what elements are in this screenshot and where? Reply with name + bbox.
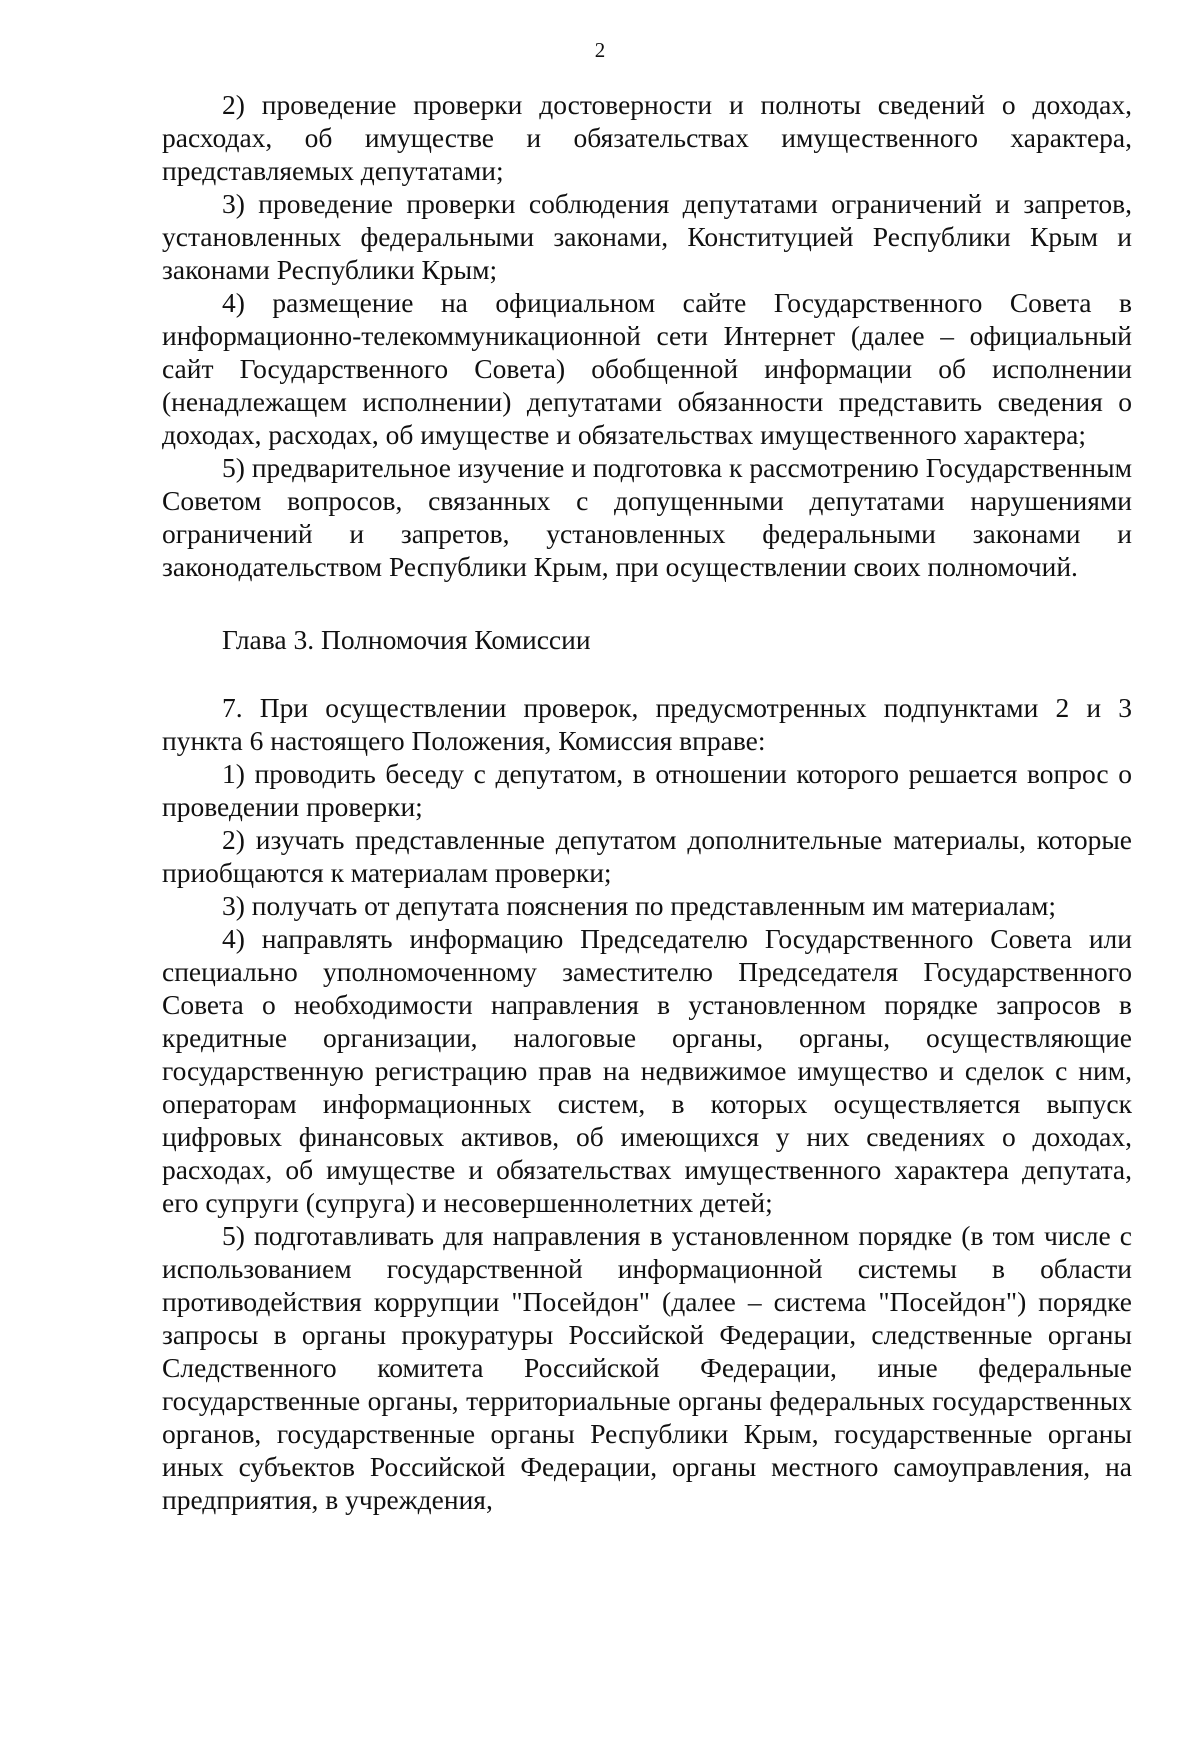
chapter3-item-2: 2) изучать представленные депутатом дополнительные материалы, которые приобщаются к материалам проверки; [162, 824, 1132, 888]
section1-item-4: 4) размещение на официальном сайте Государственного Совета в информационно-телекоммуникационной сети Интернет (далее – официальный сайт Государственного Совета) обобщенной информации об исполнении (ненадлежащем исполнении) депутатами обязанности представить сведения о доходах, расходах, об имуществе и обязательствах имущественного характера; [162, 287, 1132, 450]
section1-item-2: 2) проведение проверки достоверности и полноты сведений о доходах, расходах, об имуществе и обязательствах имущественного характера, представляемых депутатами; [162, 89, 1132, 186]
chapter-heading: Глава 3. Полномочия Комиссии [222, 624, 591, 655]
chapter3-item-5: 5) подготавливать для направления в установленном порядке (в том числе с использованием государственной информационной системы в области противодействия коррупции "Посейдон" (далее – система "Посейдон") порядке запросы в органы прокуратуры Российской Федерации, следственные органы Следственного комитета Российской Федерации, иные федеральные государственные органы, территориальные органы федеральных государственных органов, государственные органы Республики Крым, государственные органы иных субъектов Российской Федерации, органы местного самоуправления, на предприятия, в учреждения, [162, 1220, 1132, 1515]
chapter3-intro: 7. При осуществлении проверок, предусмотренных подпунктами 2 и 3 пункта 6 настоящего Положения, Комиссия вправе: [162, 692, 1132, 756]
chapter3-item-1: 1) проводить беседу с депутатом, в отношении которого решается вопрос о проведении проверки; [162, 758, 1132, 822]
document-body [162, 88, 1132, 1516]
section1-item-3: 3) проведение проверки соблюдения депутатами ограничений и запретов, установленных федеральными законами, Конституцией Республики Крым и законами Республики Крым; [162, 188, 1132, 285]
chapter3-item-4: 4) направлять информацию Председателю Государственного Совета или специально уполномоченному заместителю Председателя Государственного Совета о необходимости направления в установленном порядке запросов в кредитные организации, налоговые органы, органы, осуществляющие государственную регистрацию прав на недвижимое имущество и сделок с ним, операторам информационных систем, в которых осуществляется выпуск цифровых финансовых активов, об имеющихся у них сведениях о доходах, расходах, об имуществе и обязательствах имущественного характера депутата, его супруги (супруга) и несовершеннолетних детей; [162, 923, 1132, 1218]
section1-item-5: 5) предварительное изучение и подготовка к рассмотрению Государственным Советом вопросов, связанных с допущенными депутатами нарушениями ограничений и запретов, установленных федеральными законами и законодательством Республики Крым, при осуществлении своих полномочий. [162, 452, 1132, 582]
page-number: 2 [594, 38, 606, 62]
chapter3-item-3: 3) получать от депутата пояснения по представленным им материалам; [222, 890, 1056, 921]
